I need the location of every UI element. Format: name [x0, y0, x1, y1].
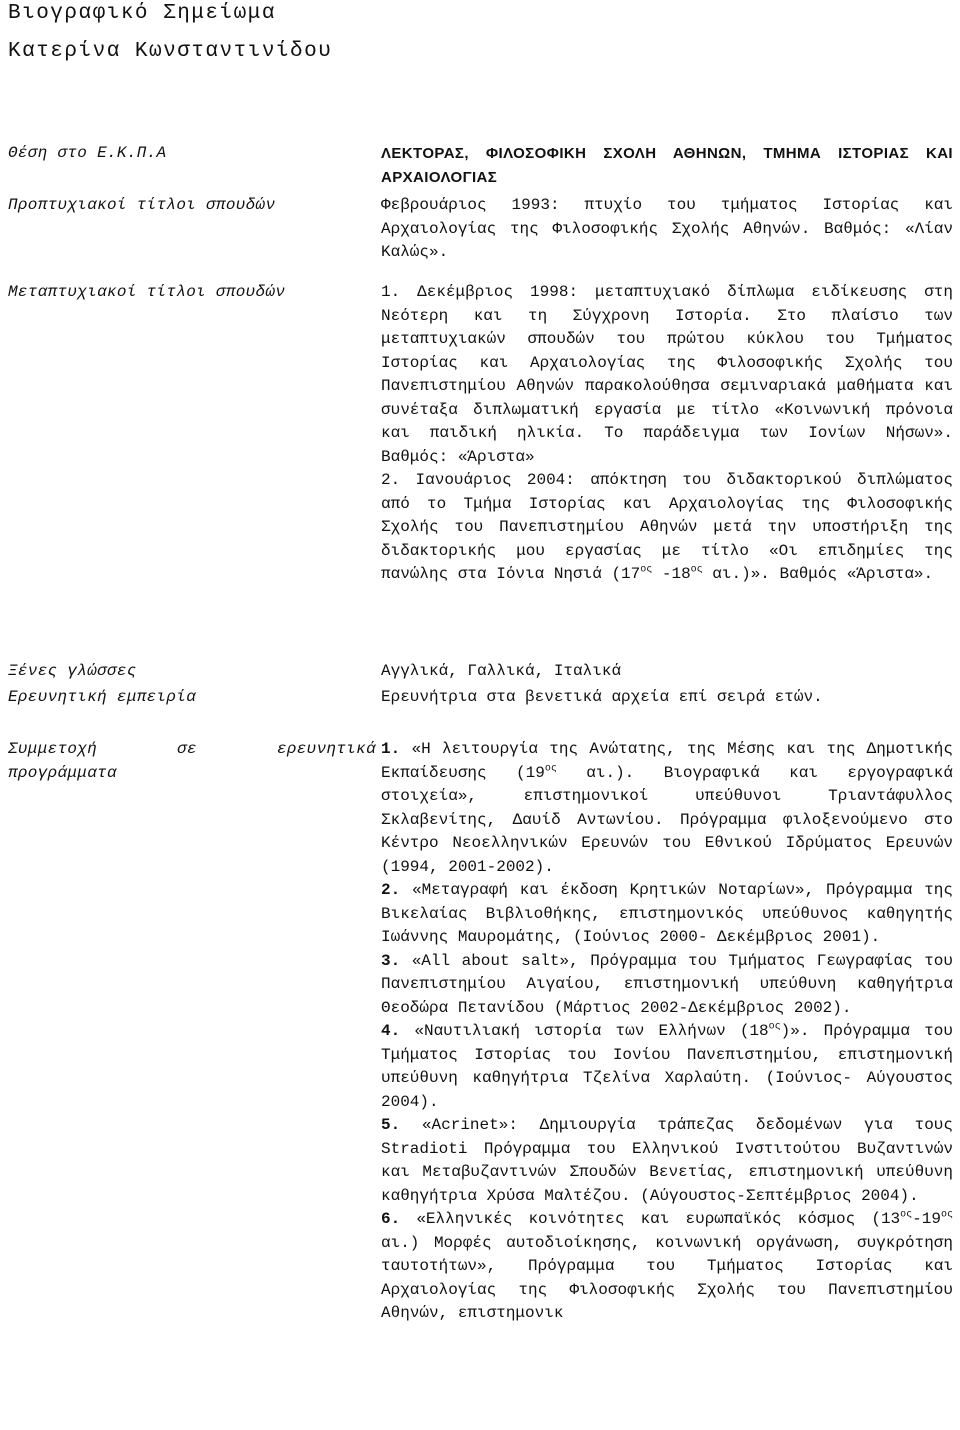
postgrad-value: [381, 281, 953, 587]
projects-label-line1: Συμμετοχή σε ερευνητικά: [8, 740, 376, 758]
postgrad-item-1: 1. Δεκέμβριος 1998: μεταπτυχιακό δίπλωμα ειδίκευσης στη Νεότερη και τη Σύγχρονη Ιστορία. Στο πλαίσιο των μεταπτυχιακών σπουδών του πρώτου κύκλου του Τμήματος Ιστορίας και Αρχαιολογίας της Φιλοσοφικής Σχολής του Πανεπιστημίου Αθηνών παρακολούθησα σεμιναριακά μαθήματα και συνέταξα διπλωματική εργασία με τίτλο «Κοινωνική πρόνοια και παιδική ηλικία. Το παράδειγμα των Ιονίων Νήσων». Βαθμός: «Άριστα»: [381, 283, 953, 466]
project-item-4: 4. «Ναυτιλιακή ιστορία των Ελλήνων $(18^{o\varsigma})$». Πρόγραμμα του Τμήματος Ιστορίας του Ιονίου Πανεπιστημίου, επιστημονική υπεύθυνη καθηγήτρια Τζελίνα Χαρλαύτη. (Ιούνιος- Αύγουστος 2004).: [381, 1021, 953, 1111]
research-experience-value: Ερευνήτρια στα βενετικά αρχεία επί σειρά ετών.: [381, 688, 823, 706]
document-title: Βιογραφικό Σημείωμα: [8, 2, 276, 25]
postgrad-item-2: 2. Ιανουάριος 2004: απόκτηση του διδακτορικού διπλώματος από το Τμήμα Ιστορίας και Αρχαιολογίας της Φιλοσοφικής Σχολής του Πανεπιστημίου Αθηνών μετά την υποστήριξη της διδακτορικής μου εργασίας με τίτλο «Οι επιδημίες της πανώλης στα Ιόνια Νησιά ($17^{o\varsigma}$ $-18^{o\varsigma}$ αι.)». Βαθμός «Άριστα».: [381, 471, 953, 583]
undergrad-value: Φεβρουάριος 1993: πτυχίο του τμήματος Ιστορίας και Αρχαιολογίας της Φιλοσοφικής Σχολής Αθηνών. Βαθμός: «Λίαν Καλώς».: [381, 196, 953, 261]
position-label: Θέση στο Ε.Κ.Π.Α: [8, 144, 167, 162]
project-item-1: 1. «Η λειτουργία της Ανώτατης, της Μέσης και της Δημοτικής Εκπαίδευσης ($19^{o\varsigma}$ αι.). Βιογραφικά και εργογραφικά στοιχεία», επιστημονικοί υπεύθυνοι Τριαντάφυλλος Σκλαβενίτης, Δαυίδ Αντωνίου. Πρόγραμμα φιλοξενούμενο στο Κέντρο Νεοελληνικών Ερευνών του Εθνικού Ιδρύματος Ερευνών (1994, 2001-2002).: [381, 740, 953, 876]
position-value: ΛΕΚΤΟΡΑΣ, ΦΙΛΟΣΟΦΙΚΗ ΣΧΟΛΗ ΑΘΗΝΩΝ, ΤΜΗΜΑ ΙΣΤΟΡΙΑΣ ΚΑΙ ΑΡΧΑΙΟΛΟΓΙΑΣ: [381, 145, 953, 186]
undergrad-label: Προπτυχιακοί τίτλοι σπουδών: [8, 196, 276, 214]
person-name: Κατερίνα Κωνσταντινίδου: [8, 40, 333, 63]
languages-label: Ξένες γλώσσες: [8, 662, 137, 680]
postgrad-label: Μεταπτυχιακοί τίτλοι σπουδών: [8, 283, 286, 301]
project-item-3: 3. «All about salt», Πρόγραμμα του Τμήματος Γεωγραφίας του Πανεπιστημίου Αιγαίου, επιστημονική υπεύθυνη καθηγήτρια Θεοδώρα Πετανίδου (Μάρτιος 2002-Δεκέμβριος 2002).: [381, 951, 953, 1017]
project-item-5: 5. «Acrinet»: Δημιουργία τράπεζας δεδομένων για τους Stradioti Πρόγραμμα του Ελληνικού Ινστιτούτου Βυζαντινών και Μεταβυζαντινών Σπουδών Βενετίας, επιστημονική υπεύθυνη καθηγήτρια Χρύσα Μαλτέζου. (Αύγουστος-Σεπτέμβριος 2004).: [381, 1116, 953, 1205]
project-item-6: 6. «Ελληνικές κοινότητες και ευρωπαϊκός κόσμος ($13^{o\varsigma}-19^{o\varsigma}$ αι.) Μορφές αυτοδιοίκησης, κοινωνική οργάνωση, συγκρότηση ταυτοτήτων», Πρόγραμμα του Τμήματος Ιστορίας και Αρχαιολογίας της Φιλοσοφικής Σχολής του Πανεπιστημίου Αθηνών, επιστημονικ: [381, 1209, 953, 1322]
research-experience-label: Ερευνητική εμπειρία: [8, 688, 197, 706]
projects-list: [381, 738, 953, 1326]
project-item-2: 2. «Μεταγραφή και έκδοση Κρητικών Νοταρίων», Πρόγραμμα της Βικελαίας Βιβλιοθήκης, επιστημονικός υπεύθυνος καθηγητής Ιωάννης Μαυρομάτης, (Ιούνιος 2000- Δεκέμβριος 2001).: [381, 881, 953, 946]
projects-label-line2: προγράμματα: [8, 764, 117, 782]
languages-value: Αγγλικά, Γαλλικά, Ιταλικά: [381, 662, 622, 680]
